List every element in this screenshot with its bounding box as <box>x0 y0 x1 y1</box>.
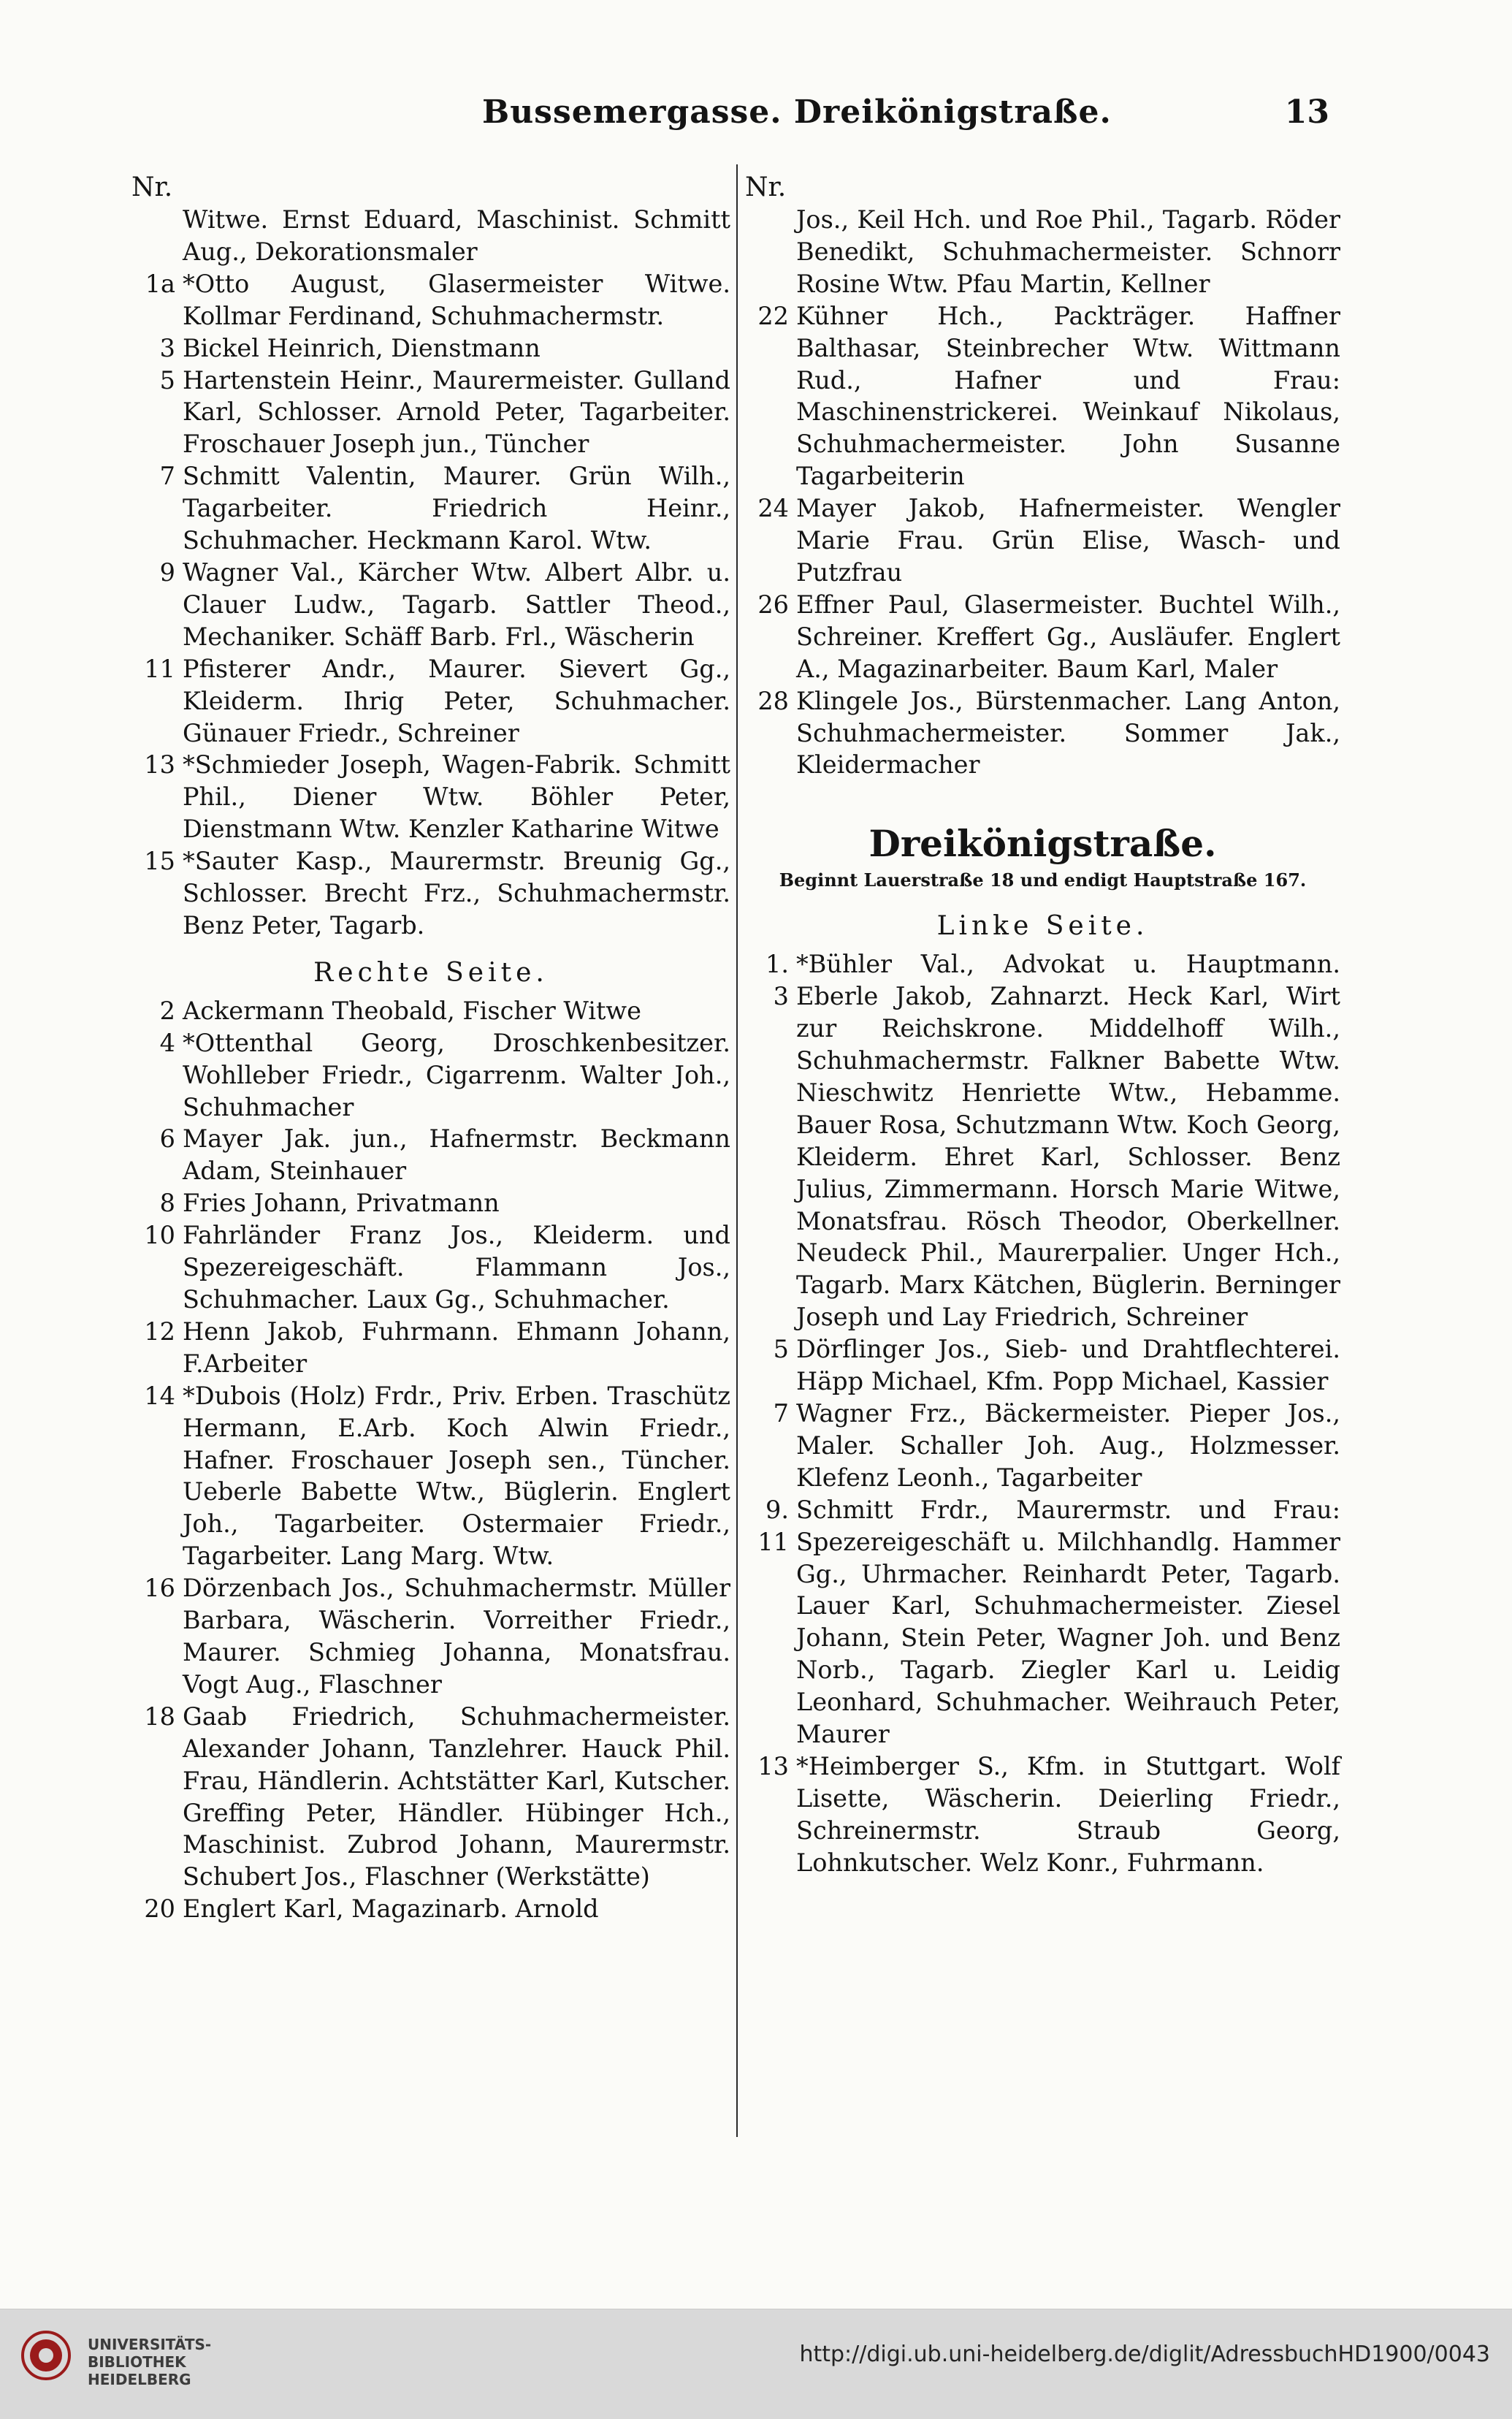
resident-list: *Dubois (Holz) Frdr., Priv. Erben. Traschütz Hermann, E.Arb. Koch Alwin Friedr., Hafner. Froschauer Joseph sen., Tüncher. Ueberle Babette Wtw., Büglerin. Englert Joh., Tagarbeiter. Ostermaier Friedr., Tagarbeiter. Lang Marg. Wtw. <box>183 1381 730 1571</box>
resident-list: *Otto August, Glasermeister Witwe. Kollmar Ferdinand, Schuhmachermstr. <box>183 269 730 330</box>
entry-list <box>131 204 730 942</box>
address-entry <box>131 204 730 268</box>
address-entry <box>131 365 730 461</box>
resident-list: Bickel Heinrich, Dienstmann <box>183 333 541 362</box>
page-number: 13 <box>1284 94 1329 131</box>
library-name-line: HEIDELBERG <box>88 2371 191 2388</box>
resident-list: *Bühler Val., Advokat u. Hauptmann. Eberle Jakob, Zahnarzt. Heck Karl, Wirt zur Reichskrone. Middelhoff Wilh., Schuhmachermstr. Falkner Babette Wtw. Nieschwitz Henriette Wtw., Hebamme. Bauer Rosa, Schutzmann Wtw. Koch Georg, Kleiderm. Ehret Karl, Schlosser. Benz Julius, Zimmermann. Horsch Marie Witwe, Monatsfrau. Rösch Theodor, Oberkellner. Neudeck Phil., Maurerpalier. Unger Hch., Tagarb. Marx Kätchen, Büglerin. Berninger Joseph und Lay Friedrich, Schreiner <box>796 950 1340 1332</box>
address-entry <box>131 1123 730 1187</box>
resident-list: Dörzenbach Jos., Schuhmachermstr. Müller Barbara, Wäscherin. Vorreither Friedr., Maurer. Schmieg Johanna, Monatsfrau. Vogt Aug., Flaschner <box>183 1574 730 1699</box>
entry-list <box>745 948 1340 1878</box>
address-entry <box>131 557 730 653</box>
address-entry <box>131 1027 730 1124</box>
address-entry <box>745 1751 1340 1879</box>
house-number: 2 <box>159 996 175 1025</box>
house-number: 6 <box>159 1124 175 1154</box>
library-name <box>88 2336 211 2388</box>
resident-list: *Sauter Kasp., Maurermstr. Breunig Gg., Schlosser. Brecht Frz., Schuhmachermstr. Benz Peter, Tagarb. <box>183 847 730 940</box>
running-title: Bussemergasse. Dreikönigstraße. <box>482 94 1112 131</box>
resident-list: Kühner Hch., Packträger. Haffner Balthasar, Steinbrecher Wtw. Wittmann Rud., Hafner und Frau: Maschinenstrickerei. Weinkauf Nikolaus, Schuhmachermeister. John Susanne Tagarbeiterin <box>796 301 1340 491</box>
house-number: 1a <box>145 269 175 298</box>
resident-list: *Ottenthal Georg, Droschkenbesitzer. Wohlleber Friedr., Cigarrenm. Walter Joh., Schuhmacher <box>183 1028 730 1121</box>
address-entry <box>131 1893 730 1925</box>
house-number: 7 <box>773 1399 789 1428</box>
house-number: 13 <box>757 1751 789 1780</box>
library-name-line: UNIVERSITÄTS- <box>88 2336 212 2353</box>
resident-list: Englert Karl, Magazinarb. Arnold <box>183 1894 599 1924</box>
house-number: 16 <box>144 1574 175 1603</box>
address-entry <box>745 589 1340 685</box>
resident-list: Mayer Jak. jun., Hafnermstr. Beckmann Adam, Steinhauer <box>183 1124 730 1186</box>
street-subtitle: Beginnt Lauerstraße 18 und endigt Hauptstraße 167. <box>779 869 1307 891</box>
section-heading: Rechte Seite. <box>313 957 549 988</box>
resident-list: Mayer Jakob, Hafnermeister. Wengler Marie Frau. Grün Elise, Wasch- und Putzfrau <box>796 494 1340 587</box>
street-title: Dreikönigstraße. <box>868 822 1217 866</box>
house-number: 28 <box>757 686 789 715</box>
page-header <box>124 88 1329 146</box>
resident-list: Schmitt Frdr., Maurermstr. und Frau: Spezereigeschäft u. Milchhandlg. Hammer Gg., Uhrmacher. Reinhardt Peter, Tagarb. Lauer Karl, Schuhmachermeister. Ziesel Johann, Stein Peter, Wagner Joh. und Benz Norb., Tagarb. Ziegler Karl u. Leidig Leonhard, Schuhmacher. Weihrauch Peter, Maurer <box>796 1495 1340 1749</box>
house-number: 12 <box>144 1317 175 1346</box>
resident-list: Klingele Jos., Bürstenmacher. Lang Anton, Schuhmachermeister. Sommer Jak., Kleidermacher <box>796 686 1340 780</box>
resident-list: *Heimberger S., Kfm. in Stuttgart. Wolf Lisette, Wäscherin. Deierling Friedr., Schreinermstr. Straub Georg, Lohnkutscher. Welz Konr., Fuhrmann. <box>796 1751 1340 1877</box>
house-number: 13 <box>144 750 175 780</box>
resident-list: Fries Johann, Privatmann <box>183 1189 500 1218</box>
address-entry <box>131 332 730 365</box>
address-entry <box>131 749 730 845</box>
house-number: 7 <box>159 462 175 491</box>
house-number: 10 <box>144 1221 175 1250</box>
address-entry <box>131 460 730 557</box>
house-number: 14 <box>144 1381 175 1410</box>
address-entry <box>131 845 730 942</box>
column-divider <box>736 164 738 2137</box>
nr-label: Nr. <box>745 172 787 202</box>
address-entry <box>745 1494 1340 1751</box>
house-number: 18 <box>144 1702 175 1731</box>
address-entry <box>131 1219 730 1316</box>
house-number: 15 <box>144 847 175 876</box>
house-number: 5 <box>773 1335 789 1364</box>
resident-list: *Schmieder Joseph, Wagen-Fabrik. Schmitt Phil., Diener Wtw. Böhler Peter, Dienstmann Wtw. Kenzler Katharine Witwe <box>183 750 730 844</box>
house-number: 9 <box>159 557 175 587</box>
resident-list: Witwe. Ernst Eduard, Maschinist. Schmitt Aug., Dekorationsmaler <box>183 205 730 266</box>
resident-list: Gaab Friedrich, Schuhmachermeister. Alexander Johann, Tanzlehrer. Hauck Phil. Frau, Händlerin. Achtstätter Karl, Kutscher. Greffing Peter, Händler. Hübinger Hch., Maschinist. Zubrod Johann, Maurermstr. Schubert Jos., Flaschner (Werkstätte) <box>183 1702 730 1892</box>
house-number: 1. 3 <box>765 950 789 1011</box>
resident-list: Wagner Val., Kärcher Wtw. Albert Albr. u. Clauer Ludw., Tagarb. Sattler Theod., Mechaniker. Schäff Barb. Frl., Wäscherin <box>183 557 730 651</box>
address-entry <box>131 1701 730 1893</box>
resident-list: Pfisterer Andr., Maurer. Sievert Gg., Kleiderm. Ihrig Peter, Schuhmacher. Günauer Friedr., Schreiner <box>183 654 730 747</box>
right-column <box>745 172 1340 2144</box>
resident-list: Jos., Keil Hch. und Roe Phil., Tagarb. Röder Benedikt, Schuhmachermeister. Schnorr Rosine Wtw. Pfau Martin, Kellner <box>796 205 1340 298</box>
house-number: 4 <box>159 1028 175 1057</box>
left-column <box>131 172 730 2144</box>
resident-list: Hartenstein Heinr., Maurermeister. Gulland Karl, Schlosser. Arnold Peter, Tagarbeiter. Froschauer Joseph jun., Tüncher <box>183 365 730 459</box>
address-entry <box>745 685 1340 782</box>
address-entry <box>131 268 730 332</box>
address-entry <box>745 1398 1340 1494</box>
address-entry <box>745 1333 1340 1398</box>
nr-label: Nr. <box>131 172 173 202</box>
house-number: 20 <box>144 1894 175 1924</box>
house-number: 3 <box>159 333 175 362</box>
resident-list: Ackermann Theobald, Fischer Witwe <box>183 996 641 1025</box>
house-number: 9. 11 <box>757 1495 789 1556</box>
address-entry <box>131 1187 730 1219</box>
address-entry <box>131 653 730 750</box>
library-name-line: BIBLIOTHEK <box>88 2353 186 2371</box>
address-entry <box>745 948 1340 1333</box>
resident-list: Wagner Frz., Bäckermeister. Pieper Jos., Maler. Schaller Joh. Aug., Holzmesser. Klefenz Leonh., Tagarbeiter <box>796 1399 1340 1492</box>
resident-list: Dörflinger Jos., Sieb- und Drahtflechterei. Häpp Michael, Kfm. Popp Michael, Kassier <box>796 1335 1340 1396</box>
house-number: 5 <box>159 365 175 395</box>
house-number: 8 <box>159 1189 175 1218</box>
resident-list: Effner Paul, Glasermeister. Buchtel Wilh., Schreiner. Kreffert Gg., Ausläufer. Englert A., Magazinarbeiter. Baum Karl, Maler <box>796 590 1340 683</box>
resident-list: Schmitt Valentin, Maurer. Grün Wilh., Tagarbeiter. Friedrich Heinr., Schuhmacher. Heckmann Karol. Wtw. <box>183 462 730 555</box>
entry-list <box>745 204 1340 781</box>
address-entry <box>745 204 1340 300</box>
university-seal-icon <box>20 2330 72 2381</box>
address-entry <box>745 492 1340 589</box>
entry-list <box>131 995 730 1925</box>
house-number: 22 <box>757 301 789 330</box>
address-entry <box>131 995 730 1027</box>
address-entry <box>745 300 1340 492</box>
house-number: 11 <box>144 654 175 683</box>
source-url-link[interactable]: http://digi.ub.uni-heidelberg.de/diglit/AdressbuchHD1900/0043 <box>799 2342 1490 2367</box>
address-entry <box>131 1572 730 1701</box>
footer-bar <box>0 2309 1512 2419</box>
house-number: 26 <box>757 590 789 619</box>
resident-list: Henn Jakob, Fuhrmann. Ehmann Johann, F.Arbeiter <box>183 1317 730 1378</box>
address-entry <box>131 1316 730 1380</box>
resident-list: Fahrländer Franz Jos., Kleiderm. und Spezereigeschäft. Flammann Jos., Schuhmacher. Laux Gg., Schuhmacher. <box>183 1221 730 1314</box>
section-heading: Linke Seite. <box>936 911 1149 942</box>
address-entry <box>131 1380 730 1572</box>
house-number: 24 <box>757 494 789 523</box>
